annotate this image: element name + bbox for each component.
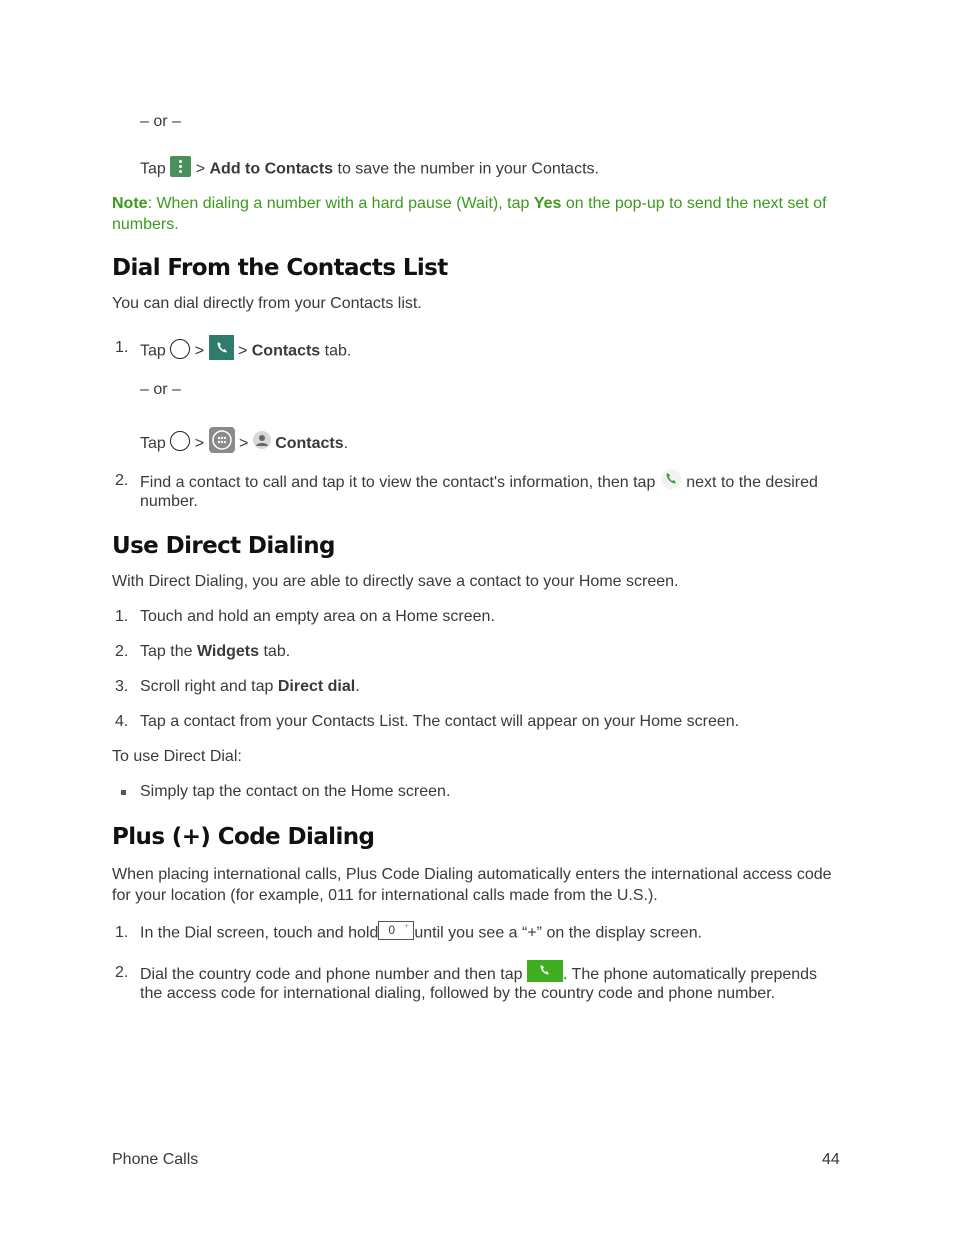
plus-step1: In the Dial screen, touch and hold 0 + until you see a “+” on the display screen. bbox=[140, 923, 703, 942]
add-to-contacts-label: Add to Contacts bbox=[209, 160, 334, 178]
direct-step: Touch and hold an empty area on a Home screen. bbox=[140, 608, 495, 625]
step-number: 2. bbox=[115, 964, 129, 981]
dial-contacts-intro: You can dial directly from your Contacts list. bbox=[112, 295, 422, 312]
home-button-icon bbox=[170, 431, 190, 451]
direct-step: Tap the Widgets tab. bbox=[140, 643, 291, 660]
step-number: 1. bbox=[115, 339, 129, 356]
dial-contacts-step2-cont: number. bbox=[140, 493, 198, 510]
direct-intro: With Direct Dialing, you are able to directly save a contact to your Home screen. bbox=[112, 573, 679, 590]
step-number: 2. bbox=[115, 472, 129, 489]
dial-contacts-step1: Tap > > Contacts tab. bbox=[140, 339, 351, 364]
dial-contacts-alt: Tap > > Contacts. bbox=[140, 431, 348, 457]
page-number: 44 bbox=[822, 1151, 840, 1168]
section-heading-plus-code: Plus (+) Code Dialing bbox=[112, 824, 375, 850]
add-contacts-instruction: Tap > Add to Contacts to save the number in your Contacts. bbox=[140, 159, 599, 180]
apps-icon bbox=[209, 427, 235, 453]
plus-step2: Dial the country code and phone number and then tap . The phone automatically prepends bbox=[140, 964, 817, 986]
call-button-icon bbox=[527, 960, 563, 982]
note-paragraph: Note: When dialing a number with a hard pause (Wait), tap Yes on the pop-up to send the next set of numbers. bbox=[112, 195, 827, 233]
dial-contacts-step2: Find a contact to call and tap it to view the contact's information, then tap next to the desired bbox=[140, 472, 818, 494]
bullet-marker bbox=[121, 790, 126, 795]
direct-step: Scroll right and tap Direct dial. bbox=[140, 678, 360, 695]
home-button-icon bbox=[170, 339, 190, 359]
step-number: 4. bbox=[115, 713, 129, 730]
plus-intro: When placing international calls, Plus Code Dialing automatically enters the international access code for your location (for example, 011 for international calls made from the U.S.). bbox=[112, 866, 832, 904]
step-number: 3. bbox=[115, 678, 129, 695]
direct-step: Tap a contact from your Contacts List. The contact will appear on your Home screen. bbox=[140, 713, 740, 730]
or-separator: – or – bbox=[140, 113, 181, 130]
menu-icon bbox=[170, 156, 191, 177]
bullet-item: Simply tap the contact on the Home screen. bbox=[140, 783, 451, 800]
footer-section-title: Phone Calls bbox=[112, 1151, 199, 1168]
phone-app-icon bbox=[209, 335, 234, 360]
step-number: 1. bbox=[115, 924, 129, 941]
to-use-label: To use Direct Dial: bbox=[112, 748, 242, 765]
section-heading-dial-contacts: Dial From the Contacts List bbox=[112, 255, 448, 281]
contacts-app-icon bbox=[253, 431, 271, 449]
or-separator: – or – bbox=[140, 381, 181, 398]
step-number: 2. bbox=[115, 643, 129, 660]
section-heading-direct-dialing: Use Direct Dialing bbox=[112, 533, 335, 559]
step-number: 1. bbox=[115, 608, 129, 625]
zero-key-icon: 0 + bbox=[378, 921, 414, 940]
plus-step2-cont: the access code for international dialing, followed by the country code and phone number. bbox=[140, 985, 776, 1002]
phone-icon bbox=[660, 468, 682, 490]
